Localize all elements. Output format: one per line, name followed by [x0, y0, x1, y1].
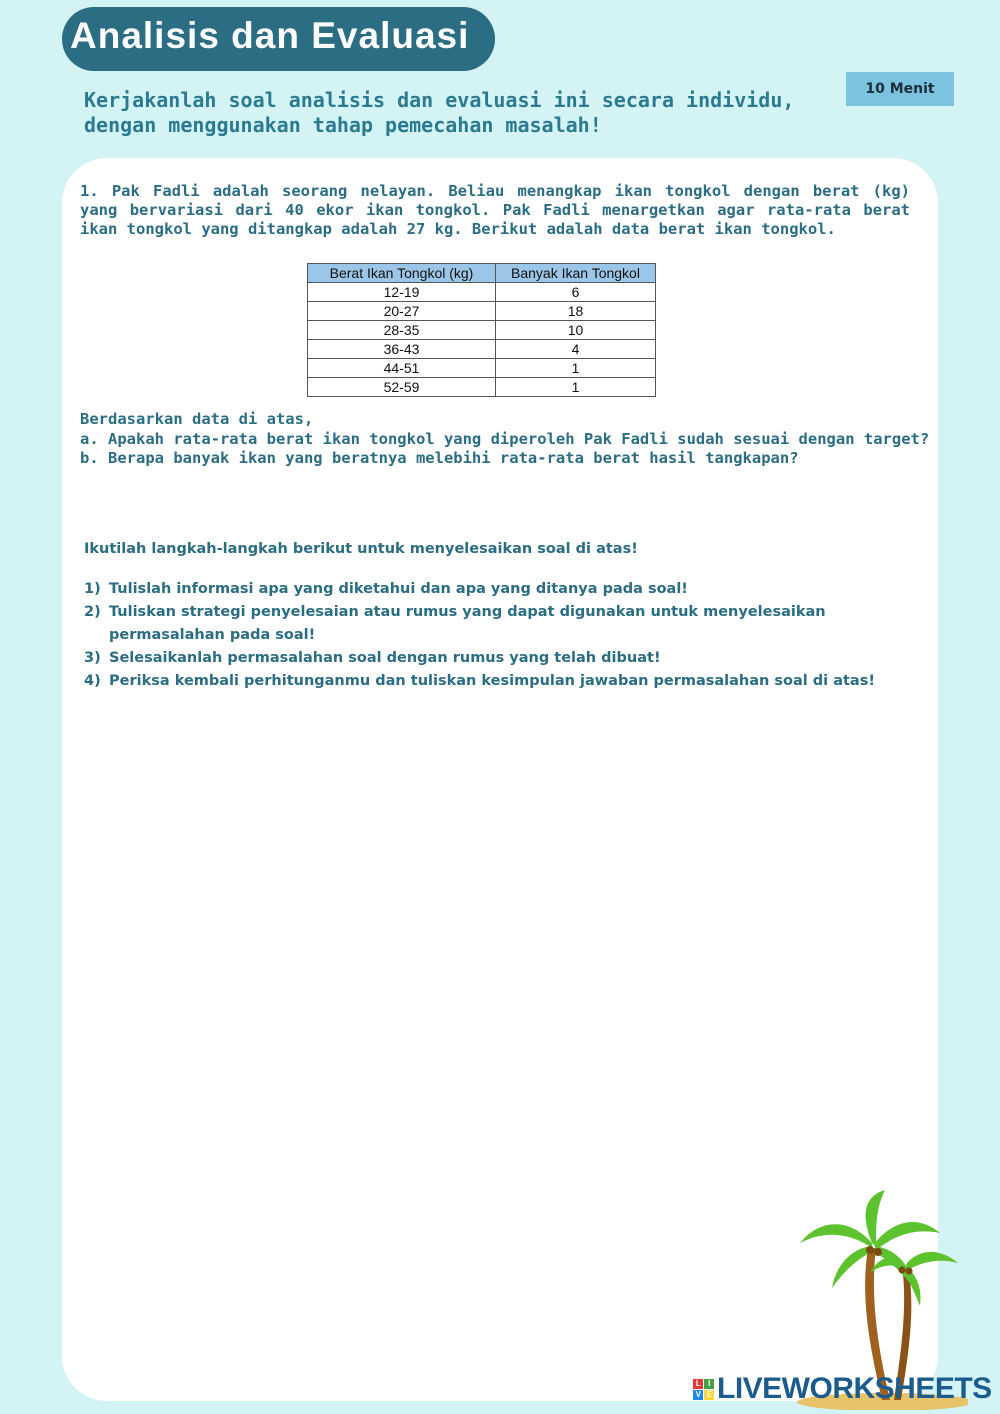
logo-mark-icon: L I V E	[693, 1379, 714, 1400]
column-header-weight: Berat Ikan Tongkol (kg)	[308, 264, 496, 283]
step-text: Periksa kembali perhitunganmu dan tuliskan kesimpulan jawaban permasalahan soal di atas!	[109, 673, 875, 689]
cell-count: 1	[496, 359, 656, 378]
column-header-count: Banyak Ikan Tongkol	[496, 264, 656, 283]
cell-weight: 12-19	[308, 283, 496, 302]
cell-count: 18	[496, 302, 656, 321]
cell-weight: 36-43	[308, 340, 496, 359]
step-text: Selesaikanlah permasalahan soal dengan rumus yang telah dibuat!	[109, 650, 661, 666]
cell-weight: 44-51	[308, 359, 496, 378]
cell-count: 10	[496, 321, 656, 340]
step-text: Tuliskan strategi penyelesaian atau rumus yang dapat digunakan untuk menyelesaikan permasalahan pada soal!	[109, 604, 826, 643]
list-item	[84, 601, 904, 647]
logo-text: LIVEWORKSHEETS	[717, 1372, 992, 1405]
table-row	[308, 340, 656, 359]
list-item	[84, 670, 904, 693]
cell-count: 4	[496, 340, 656, 359]
step-text: Tulislah informasi apa yang diketahui dan apa yang ditanya pada soal!	[109, 581, 688, 597]
question-text: 1. Pak Fadli adalah seorang nelayan. Beliau menangkap ikan tongkol dengan berat (kg) yang bervariasi dari 40 ekor ikan tongkol. Pak Fadli menargetkan agar rata-rata berat ikan tongkol yang ditangkap adalah 27 kg. Berikut adalah data berat ikan tongkol.	[80, 182, 910, 238]
cell-weight: 28-35	[308, 321, 496, 340]
table-row	[308, 359, 656, 378]
followup-questions	[80, 410, 940, 469]
step-number: 3)	[84, 650, 101, 666]
list-item	[84, 647, 904, 670]
steps-list	[84, 578, 904, 693]
cell-count: 1	[496, 378, 656, 397]
table-header-row	[308, 264, 656, 283]
table-row	[308, 283, 656, 302]
data-table	[307, 263, 656, 397]
cell-weight: 52-59	[308, 378, 496, 397]
steps-intro: Ikutilah langkah-langkah berikut untuk menyelesaikan soal di atas!	[84, 541, 638, 557]
step-number: 4)	[84, 673, 101, 689]
cell-weight: 20-27	[308, 302, 496, 321]
timer-badge: 10 Menit	[846, 72, 954, 106]
question-part-b: b. Berapa banyak ikan yang beratnya melebihi rata-rata berat hasil tangkapan?	[80, 449, 799, 467]
instruction-text: Kerjakanlah soal analisis dan evaluasi ini secara individu, dengan menggunakan tahap pemecahan masalah!	[84, 88, 795, 137]
question-part-a: a. Apakah rata-rata berat ikan tongkol yang diperoleh Pak Fadli sudah sesuai dengan target?	[80, 429, 930, 448]
step-number: 2)	[84, 604, 101, 620]
step-number: 1)	[84, 581, 101, 597]
table-row	[308, 321, 656, 340]
liveworksheets-logo	[693, 1372, 992, 1406]
table-row	[308, 378, 656, 397]
followup-intro: Berdasarkan data di atas,	[80, 410, 314, 428]
page-title: Analisis dan Evaluasi	[62, 7, 495, 71]
cell-count: 6	[496, 283, 656, 302]
list-item	[84, 578, 904, 601]
table-row	[308, 302, 656, 321]
